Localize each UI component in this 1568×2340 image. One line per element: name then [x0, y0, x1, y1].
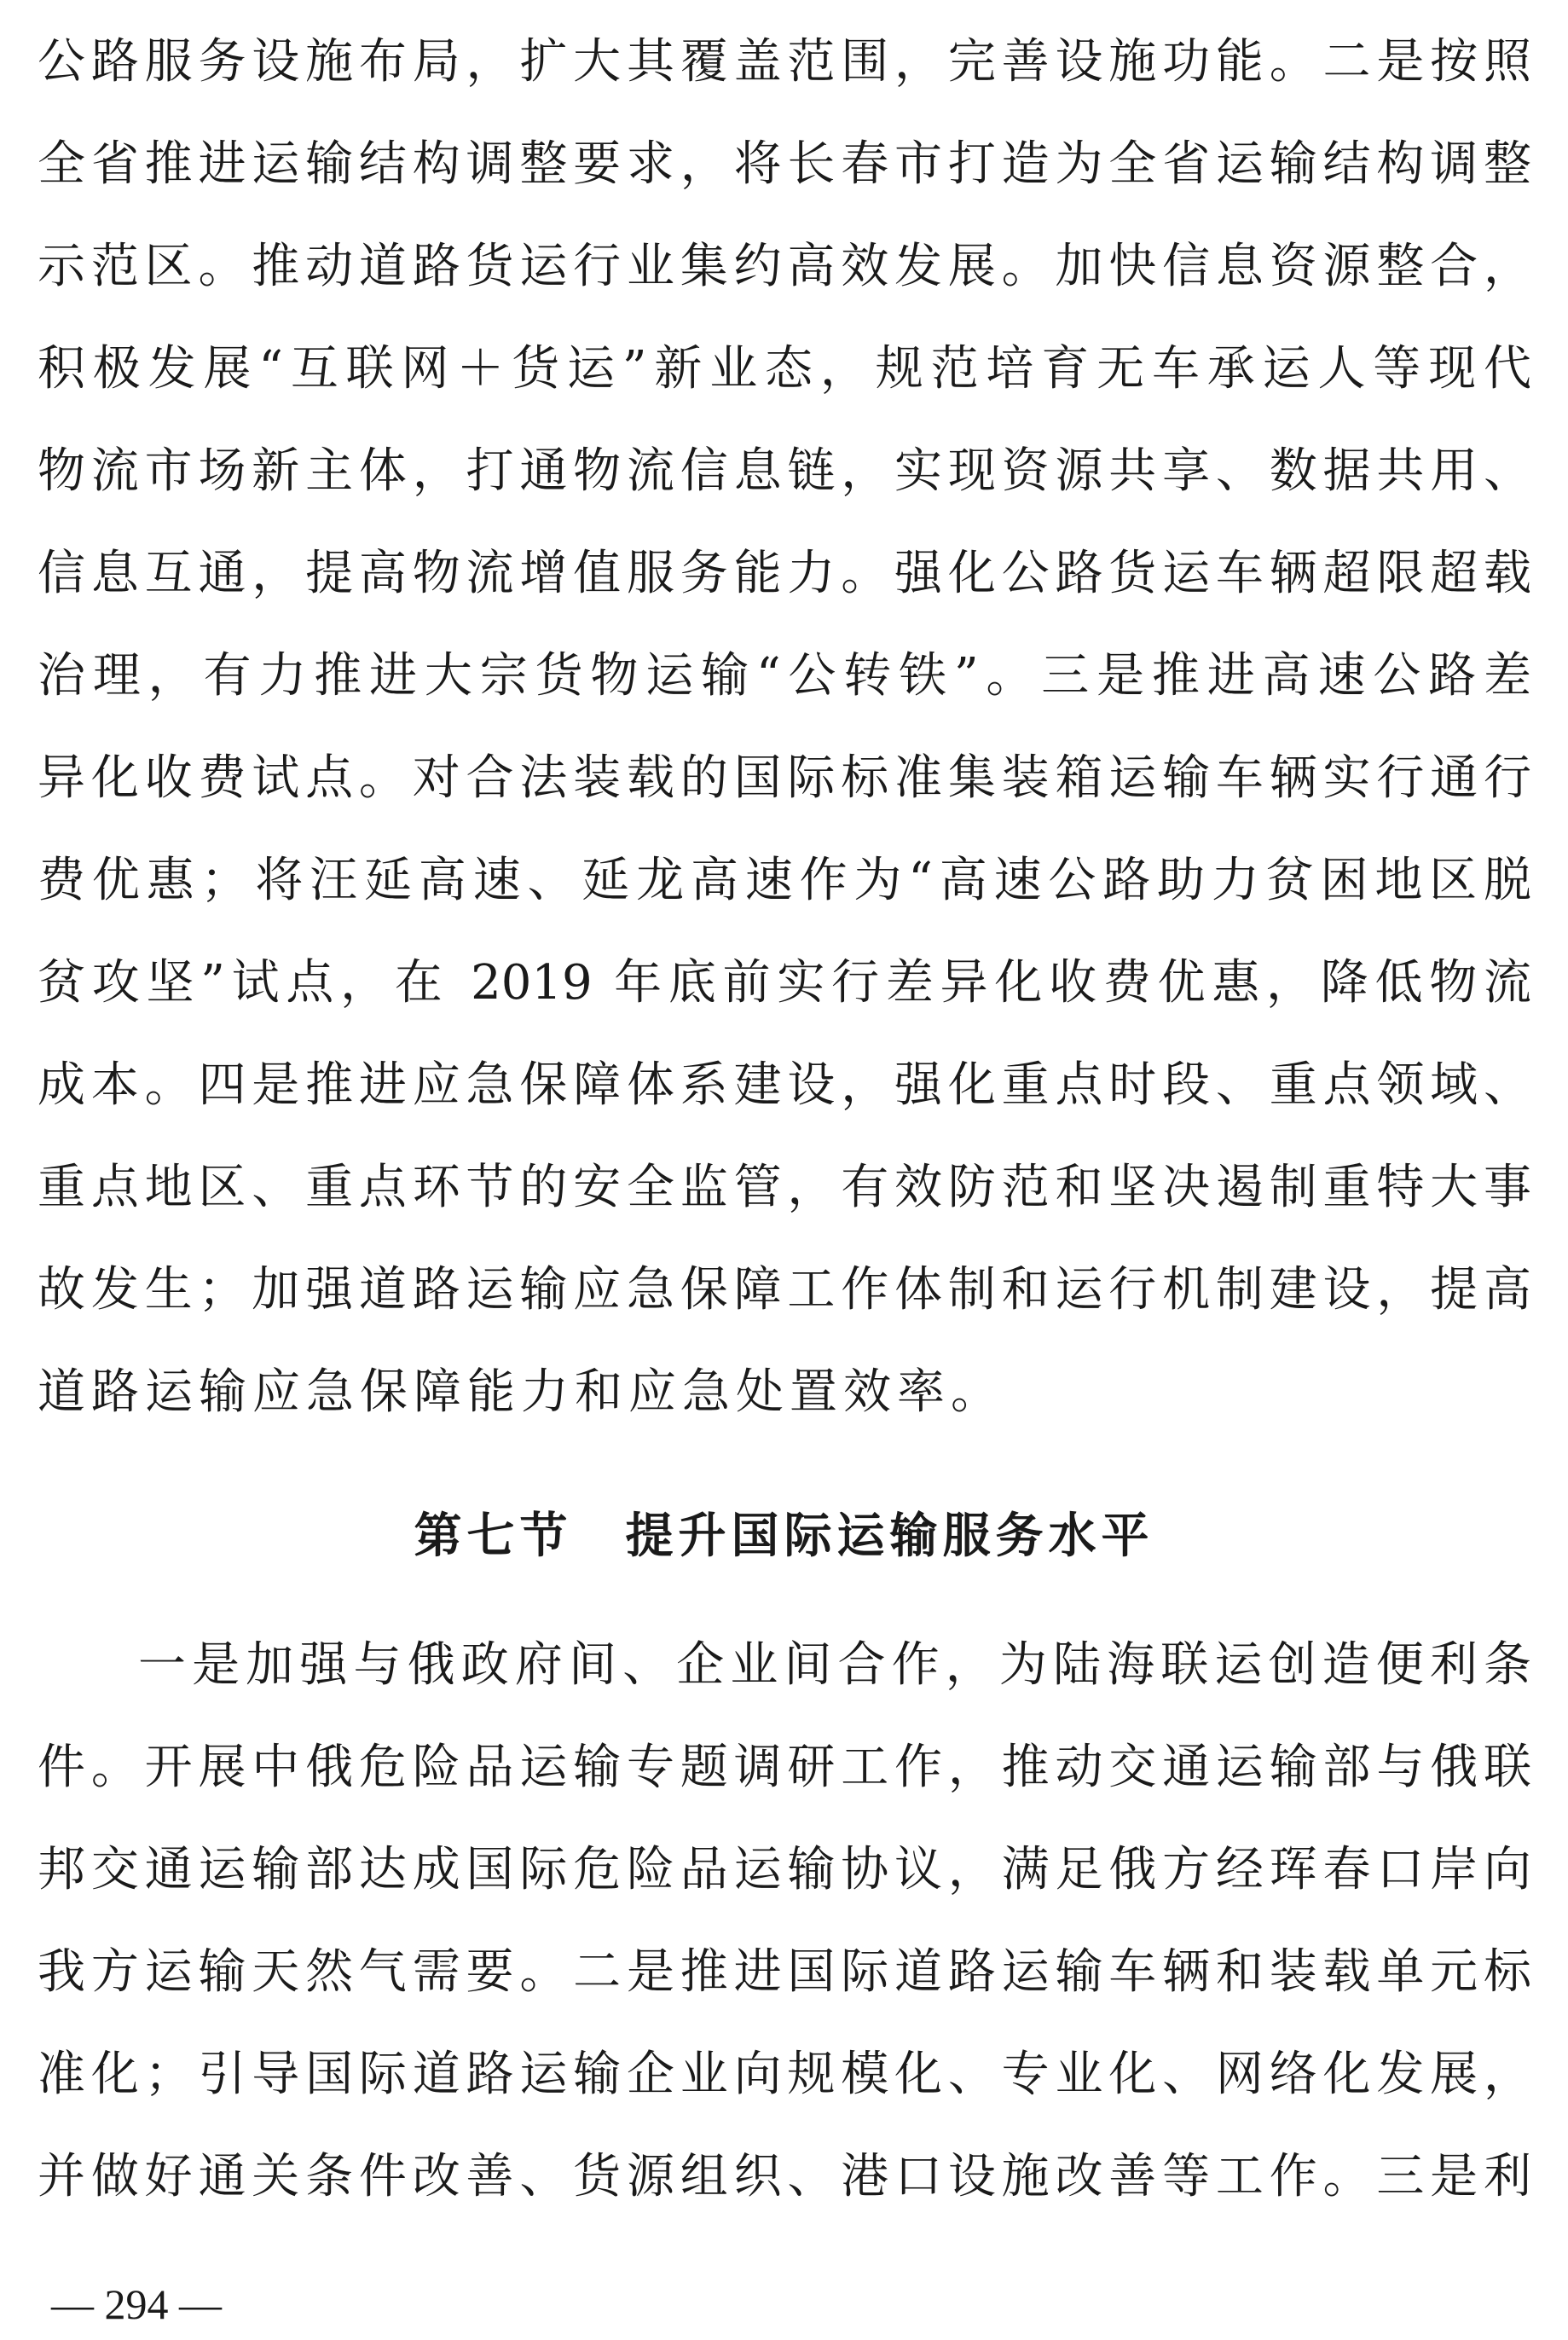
paragraph-1-line-8: 异化收费试点。对合法装载的国际标准集装箱运输车辆实行通行: [38, 750, 1531, 806]
paragraph-2-line-3: 邦交通运输部达成国际危险品运输协议，满足俄方经珲春口岸向: [38, 1842, 1531, 1897]
paragraph-1-line-13: 故发生；加强道路运输应急保障工作体制和运行机制建设，提高: [38, 1262, 1531, 1318]
paragraph-1-line-10: 贫攻坚”试点，在 2019 年底前实行差异化收费优惠，降低物流: [38, 955, 1531, 1011]
paragraph-1-line-7: 治理，有力推进大宗货物运输“公转铁”。三是推进高速公路差: [38, 648, 1531, 704]
paragraph-1-line-9: 费优惠；将汪延高速、延龙高速作为“高速公路助力贫困地区脱: [38, 853, 1531, 908]
page-number: — 294 —: [51, 2280, 222, 2328]
paragraph-1-line-4: 积极发展“互联网＋货运”新业态，规范培育无车承运人等现代: [38, 341, 1531, 397]
paragraph-1-line-2: 全省推进运输结构调整要求，将长春市打造为全省运输结构调整: [38, 136, 1531, 192]
paragraph-2-line-6: 并做好通关条件改善、货源组织、港口设施改善等工作。三是利: [38, 2149, 1531, 2204]
paragraph-2-line-5: 准化；引导国际道路运输企业向规模化、专业化、网络化发展，: [38, 2047, 1531, 2102]
section-heading: 第七节 提升国际运输服务水平: [414, 1508, 1154, 1564]
paragraph-1-line-14: 道路运输应急保障能力和应急处置效率。: [38, 1364, 1004, 1420]
paragraph-1-line-5: 物流市场新主体，打通物流信息链，实现资源共享、数据共用、: [38, 443, 1531, 499]
paragraph-2-line-1: 一是加强与俄政府间、企业间合作，为陆海联运创造便利条: [138, 1637, 1531, 1693]
paragraph-1-line-6: 信息互通，提高物流增值服务能力。强化公路货运车辆超限超载: [38, 546, 1531, 601]
paragraph-2-line-4: 我方运输天然气需要。二是推进国际道路运输车辆和装载单元标: [38, 1944, 1531, 2000]
paragraph-1-line-3: 示范区。推动道路货运行业集约高效发展。加快信息资源整合，: [38, 239, 1531, 294]
paragraph-1-line-12: 重点地区、重点环节的安全监管，有效防范和坚决遏制重特大事: [38, 1160, 1531, 1215]
paragraph-1-line-11: 成本。四是推进应急保障体系建设，强化重点时段、重点领域、: [38, 1057, 1531, 1113]
paragraph-2-line-2: 件。开展中俄危险品运输专题调研工作，推动交通运输部与俄联: [38, 1740, 1531, 1795]
paragraph-1-line-1: 公路服务设施布局，扩大其覆盖范围，完善设施功能。二是按照: [38, 34, 1531, 90]
